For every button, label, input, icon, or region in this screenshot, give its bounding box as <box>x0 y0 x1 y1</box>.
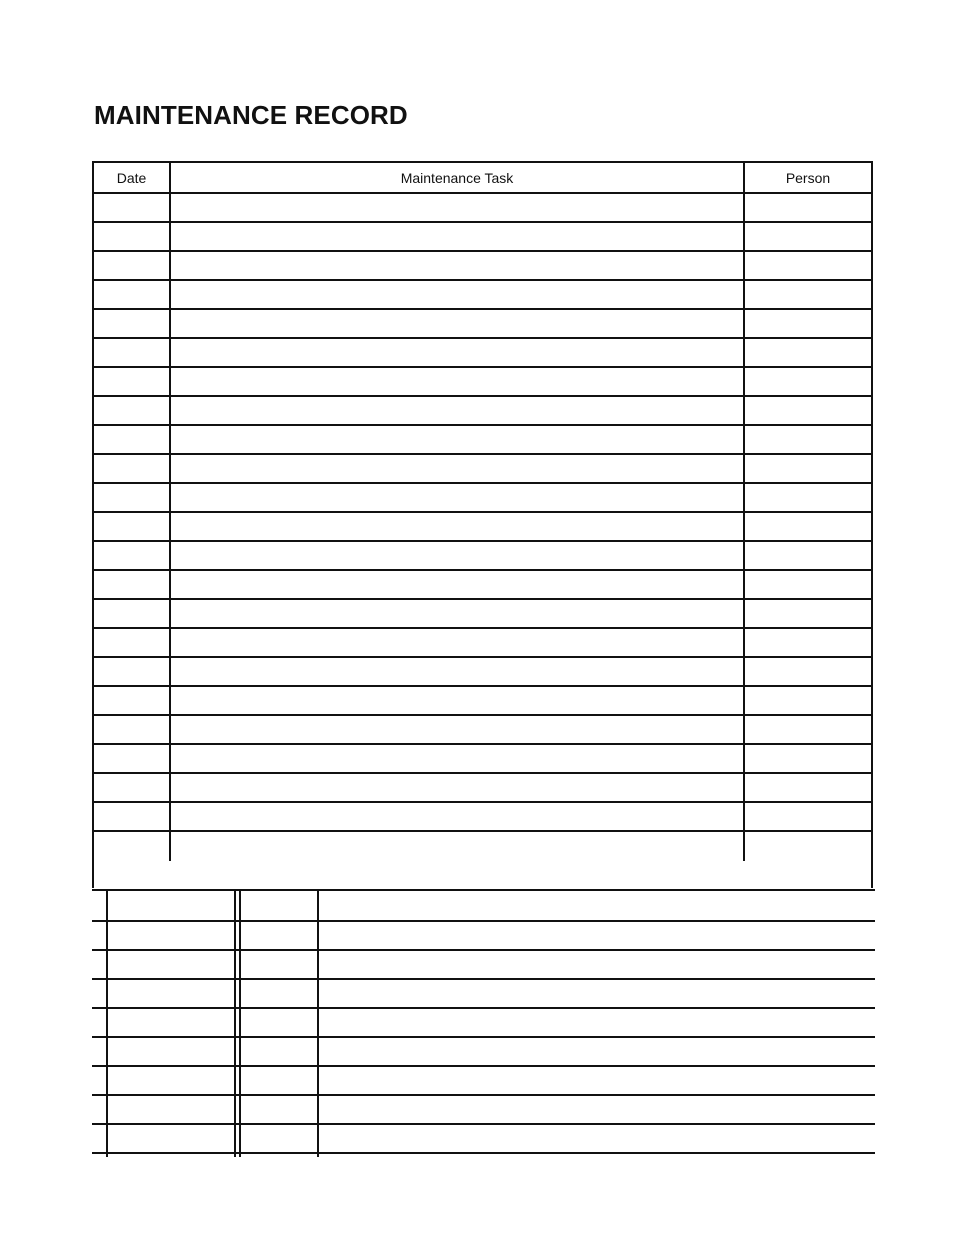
date-cell[interactable] <box>94 281 171 308</box>
date-cell[interactable] <box>94 745 171 772</box>
table-row <box>94 281 871 310</box>
date-cell[interactable] <box>94 571 171 598</box>
table-row <box>94 803 871 832</box>
person-cell[interactable] <box>745 194 871 221</box>
table-row <box>94 513 871 542</box>
table-row <box>94 658 871 687</box>
date-cell[interactable] <box>94 600 171 627</box>
task-cell[interactable] <box>171 774 745 801</box>
table-row[interactable] <box>92 1125 875 1154</box>
task-cell[interactable] <box>171 397 745 424</box>
task-cell[interactable] <box>171 223 745 250</box>
task-cell[interactable] <box>171 832 745 861</box>
date-cell[interactable] <box>94 803 171 830</box>
table-row <box>94 223 871 252</box>
lower-top-rule <box>92 889 875 891</box>
maintenance-table-continued <box>92 889 875 1157</box>
table-row <box>94 339 871 368</box>
maintenance-table <box>92 161 873 888</box>
person-cell[interactable] <box>745 368 871 395</box>
table-row <box>94 571 871 600</box>
table-row[interactable] <box>92 1096 875 1125</box>
person-cell[interactable] <box>745 223 871 250</box>
date-cell[interactable] <box>94 194 171 221</box>
person-cell[interactable] <box>745 455 871 482</box>
person-cell[interactable] <box>745 774 871 801</box>
page-title: MAINTENANCE RECORD <box>94 100 408 130</box>
date-cell[interactable] <box>94 774 171 801</box>
person-cell[interactable] <box>745 281 871 308</box>
person-cell[interactable] <box>745 252 871 279</box>
table-row[interactable] <box>92 980 875 1009</box>
table-row[interactable] <box>92 1038 875 1067</box>
table-header-row <box>94 163 871 194</box>
date-cell[interactable] <box>94 339 171 366</box>
person-cell[interactable] <box>745 397 871 424</box>
date-cell[interactable] <box>94 455 171 482</box>
task-cell[interactable] <box>171 687 745 714</box>
date-cell[interactable] <box>94 832 171 861</box>
task-cell[interactable] <box>171 803 745 830</box>
task-cell[interactable] <box>171 600 745 627</box>
person-cell[interactable] <box>745 832 871 861</box>
table-row <box>94 542 871 571</box>
task-cell[interactable] <box>171 339 745 366</box>
table-row <box>94 745 871 774</box>
task-cell[interactable] <box>171 716 745 743</box>
person-cell[interactable] <box>745 600 871 627</box>
person-cell[interactable] <box>745 629 871 656</box>
table-row <box>94 716 871 745</box>
task-cell[interactable] <box>171 629 745 656</box>
table-row <box>94 426 871 455</box>
task-cell[interactable] <box>171 368 745 395</box>
task-cell[interactable] <box>171 455 745 482</box>
date-cell[interactable] <box>94 629 171 656</box>
date-cell[interactable] <box>94 397 171 424</box>
task-cell[interactable] <box>171 281 745 308</box>
task-cell[interactable] <box>171 658 745 685</box>
date-cell[interactable] <box>94 484 171 511</box>
date-cell[interactable] <box>94 252 171 279</box>
task-cell[interactable] <box>171 310 745 337</box>
date-cell[interactable] <box>94 513 171 540</box>
person-cell[interactable] <box>745 687 871 714</box>
table-row <box>94 832 871 861</box>
table-row[interactable] <box>92 1067 875 1096</box>
task-cell[interactable] <box>171 484 745 511</box>
task-cell[interactable] <box>171 745 745 772</box>
person-cell[interactable] <box>745 513 871 540</box>
person-cell[interactable] <box>745 716 871 743</box>
person-cell[interactable] <box>745 310 871 337</box>
date-cell[interactable] <box>94 223 171 250</box>
date-cell[interactable] <box>94 368 171 395</box>
date-cell[interactable] <box>94 658 171 685</box>
date-cell[interactable] <box>94 310 171 337</box>
date-cell[interactable] <box>94 716 171 743</box>
person-cell[interactable] <box>745 658 871 685</box>
table-row[interactable] <box>92 1009 875 1038</box>
person-cell[interactable] <box>745 803 871 830</box>
column-header-person <box>745 163 871 192</box>
table-row[interactable] <box>92 893 875 922</box>
date-cell[interactable] <box>94 542 171 569</box>
table-row <box>94 629 871 658</box>
date-cell[interactable] <box>94 687 171 714</box>
person-cell[interactable] <box>745 426 871 453</box>
column-header-task <box>171 163 745 192</box>
table-row <box>94 252 871 281</box>
table-row <box>94 600 871 629</box>
column-header-date-label: Date <box>116 170 147 186</box>
column-header-task-label: Maintenance Task <box>400 170 514 186</box>
person-cell[interactable] <box>745 745 871 772</box>
column-header-person-label: Person <box>785 170 831 186</box>
table-row <box>94 368 871 397</box>
date-cell[interactable] <box>94 426 171 453</box>
table-row <box>94 774 871 803</box>
column-header-date <box>94 163 171 192</box>
table-row[interactable] <box>92 922 875 951</box>
task-cell[interactable] <box>171 513 745 540</box>
task-cell[interactable] <box>171 252 745 279</box>
person-cell[interactable] <box>745 339 871 366</box>
task-cell[interactable] <box>171 571 745 598</box>
table-row <box>94 455 871 484</box>
task-cell[interactable] <box>171 194 745 221</box>
table-row <box>94 397 871 426</box>
table-row[interactable] <box>92 951 875 980</box>
table-row <box>94 687 871 716</box>
person-cell[interactable] <box>745 542 871 569</box>
table-row <box>94 484 871 513</box>
task-cell[interactable] <box>171 426 745 453</box>
person-cell[interactable] <box>745 484 871 511</box>
person-cell[interactable] <box>745 571 871 598</box>
table-row <box>94 194 871 223</box>
table-row <box>94 310 871 339</box>
task-cell[interactable] <box>171 542 745 569</box>
